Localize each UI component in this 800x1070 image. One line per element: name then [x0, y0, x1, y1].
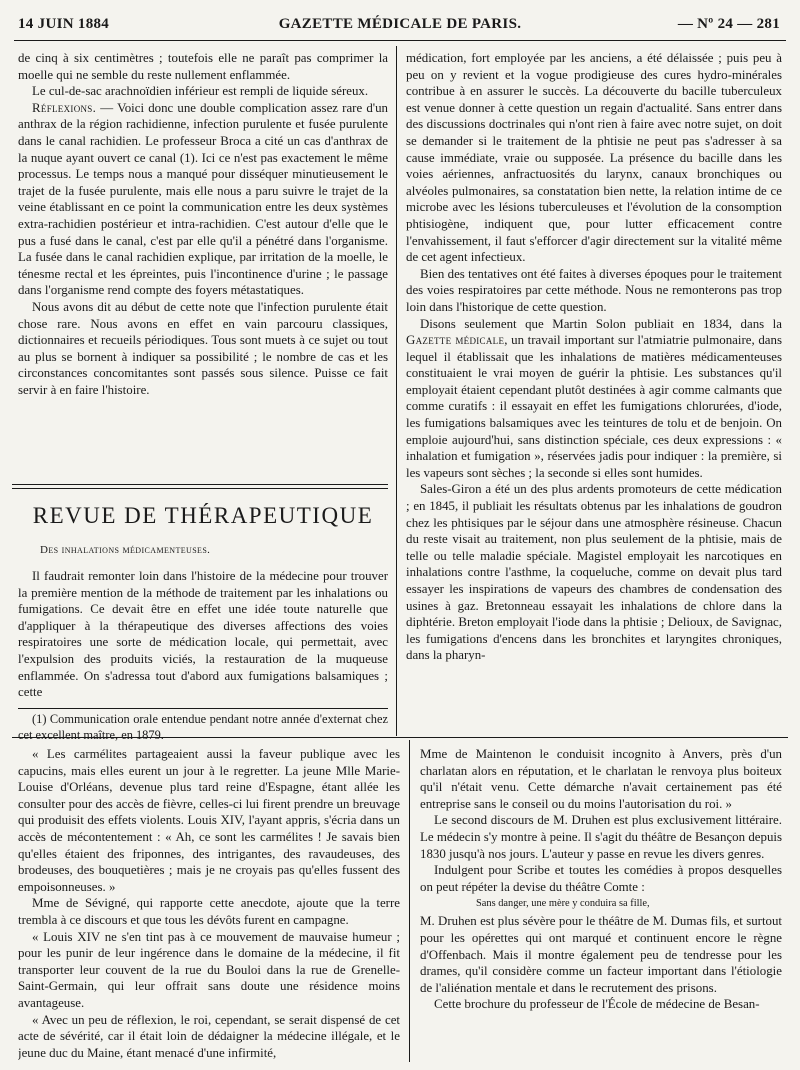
paragraph: Indulgent pour Scribe et toutes les comédies à propos desquelles on peut répéter la devise du théâtre Comte : [420, 863, 782, 894]
footnote-text: (1) Communication orale entendue pendant notre année d'externat chez cet excellent maître, en 1879. [18, 712, 388, 742]
paragraph: « Les carmélites partageaient aussi la faveur publique avec les capucins, mais elles eurent un jour à le regretter. La jeune Mlle Marie-Louise d'Orléans, devenue plus tard reine d'Espagne, étant allée les consulter pour des accès de fièvre, celles-ci lui firent prendre un breuvage qui produisit des effets violents. Louis XIV, l'ayant appris, s'écria dans un accès de mécontentement : « Ah, ce sont les carmélites ! Je savais bien qu'elles étaient des friponnes, des intrigantes, des ravaudeuses, des brodeuses, des bouquetières ; mais je ne croyais pas qu'elles fussent des empoisonneuses. » [18, 747, 400, 894]
paragraph: de cinq à six centimètres ; toutefois elle ne paraît pas comprimer la moelle qui ne semble du reste nullement enflammée. [18, 51, 388, 82]
paragraph-lead: Réflexions. [32, 100, 97, 115]
paragraph: Mme de Sévigné, qui rapporte cette anecdote, ajoute que la terre trembla à ce discours et que tous les dévôts furent en campagne. [18, 896, 400, 927]
paragraph: Mme de Maintenon le conduisit incognito à Anvers, près d'un charlatan alors en réputation, et le charlatan le renvoya plus boiteux qu'il n'était venu. Cette démarche n'avait certainement pas été entreprise sans le conseil ou du moins l'autorisation du roi. » [420, 747, 782, 811]
revue-column [18, 568, 388, 700]
bottom-right-column [420, 746, 782, 1064]
paragraph: M. Druhen est plus sévère pour le théâtre de M. Dumas fils, et surtout pour les opérettes qui ont marqué et continuent encore le règne d'Offenbach. Mais il montre également peu de tendresse pour les drames, qu'il considère comme un facteur important dans l'étiologie de l'aliénation mentale et dans le recrutement des prisons. [420, 914, 782, 995]
section-separator [12, 484, 388, 489]
page-header [14, 10, 786, 41]
paragraph: « Avec un peu de réflexion, le roi, cependant, se serait dispensé de cet acte de sévérité, car il était loin de dédaigner la médecine illégale, et le jeune duc du Maine, étant menacé d'une infirmité, [18, 1012, 400, 1060]
journal-name: Gazette médicale [406, 333, 505, 348]
paragraph: Le second discours de M. Druhen est plus exclusivement littéraire. Le médecin s'y montre à peine. Il s'agit du théâtre de Besançon depuis 1830 jusqu'à nos jours. L'auteur y passe en revue les divers genres. [420, 813, 782, 861]
paragraph-text: Disons seulement que Martin Solon publiait en 1834, dans la [420, 316, 782, 331]
paragraph: Il faudrait remonter loin dans l'histoire de la médecine pour trouver la première mention de la méthode de traitement par les inhalations ou fumigations. Ce devait être en effet une idée toute naturelle que d'appliquer à la thérapeutique des diverses affections des voies respiratoires une sorte de médication locale, qui permettait, avec l'expulsion des produits viciés, la restauration de la muqueuse enflammée. On s'adressa tout d'abord aux fumigations balsamiques ; cette [18, 569, 388, 700]
header-date: 14 JUIN 1884 [18, 16, 110, 32]
bottom-left-column [18, 746, 400, 1064]
header-title: GAZETTE MÉDICALE DE PARIS. [278, 16, 522, 32]
column-divider-top [396, 46, 397, 736]
paragraph: Bien des tentatives ont été faites à diverses époques pour le traitement des voies respiratoires par cette méthode. Nous ne remonterons pas trop loin dans l'historique de cette question. [406, 266, 782, 314]
paragraph [406, 316, 782, 482]
footnote-rule [18, 708, 388, 709]
top-right-column [406, 50, 782, 732]
paragraph: « Louis XIV ne s'en tint pas à ce mouvement de mauvaise humeur ; pour les punir de leur ingérence dans le domaine de la médecine, il fit transporter leur couvent de la rue du Bouloi dans la rue de Grenelle-Saint-Germain, qui leur offrait sans doute une résidence moins avantageuse. [18, 929, 400, 1010]
horizontal-separator [12, 737, 788, 738]
paragraph: Le cul-de-sac arachnoïdien inférieur est rempli de liquide séreux. [32, 84, 369, 99]
paragraph [18, 100, 388, 299]
paragraph: Nous avons dit au début de cette note que l'infection purulente était chose rare. Nous avons en effet en vain parcouru classiques, dictionnaires et recueils périodiques. Tous sont muets à ce sujet ou tout au plus se bornent à indiquer sa possibilité ; le nombre de cas et les circonstances concomitantes sont passés sous silence. Puisse ce fait servir à en faire l'histoire. [18, 299, 388, 397]
paragraph: médication, fort employée par les anciens, a été délaissée ; puis peu à peu on y revient et la vogue prodigieuse des cures hydro-minérales contribue à en assurer le succès. La découverte du bacille tuberculeux est venue donner à cette question un regain d'actualité. Sans entrer dans des discussions doctrinales qui n'ont rien à faire avec notre sujet, on doit se demander si le traitement de la phtisie ne peut pas s'adresser à sa cause immédiate, vraie ou supposée. La présence du bacille dans les voies aériennes, anfractuosités du larynx, canaux bronchiques ou alvéoles pulmonaires, sa constatation bien nette, la relation intime de ce microbe avec les lésions tuberculeuses et l'évolution de la consomption phtisiogène, indiquent que, pour lutter efficacement contre l'envahissement, il faut s'efforcer d'agir directement sur la vitalité même de cet agent infectieux. [406, 51, 782, 265]
paragraph: Cette brochure du professeur de l'École de médecine de Besan- [434, 997, 760, 1012]
section-title: REVUE DE THÉRAPEUTIQUE [32, 503, 374, 528]
column-divider-bottom [409, 740, 410, 1062]
paragraph: Sales-Giron a été un des plus ardents promoteurs de cette médication ; en 1845, il publiait les résultats obtenus par les inhalations de goudron chez les phtisiques par le séjour dans une atmosphère résineuse. Chacun du reste visait au traitement, non plus seulement de la phtisie, mais de telle ou telle maladie spéciale. Magistel employait les narcotiques en inhalations contre l'asthme, la coqueluche, comme on devait plus tard essayer les inspirations de vapeurs des chambres de condensation des usines à gaz. Bretonneau essayait les inhalations de chlore dans la diphtérie. Breton employait l'iode dans la phtisie ; Delioux, de Savignac, les fumigations d'encens dans les bronchites et laryngites chroniques, dans la pharyn- [406, 482, 782, 663]
paragraph-text: , un travail important sur l'atmiatrie pulmonaire, dans lequel il établissait que les inhalations de matières médicamenteuses constituaient le vrai moyen de guérir la phtisie. Les substances qu'il employait étaient cependant plutôt destinées à agir comme calmants que comme curatifs : il essayait en effet les fumigations chlorurées, d'iode, les fumigations balsamiques avec les teintures de tolu et de benjoin. On emploie aujourd'hui, sans distinction spéciale, ces deux expressions : « inhalation et fumigation », réservées jadis pour indiquer : la première, si les vapeurs sont sèches ; la seconde si elles sont humides. [406, 333, 782, 480]
verse-quote: Sans danger, une mère y conduira sa fille, [476, 898, 650, 910]
paragraph-text: — Voici donc une double complication assez rare d'un anthrax de la région rachidienne, infection purulente et fusée purulente dans le canal rachidien. Le professeur Broca a cité un cas d'anthrax de la nuque ayant ouvert ce canal (1). Ici ce n'est pas exactement le même processus. Le temps nous a manqué pour disséquer minutieusement le trajet de la fusée purulente, mais elle nous a paru suivre le trajet de la veine établissant en ce point la communication entre les deux systèmes extra-rachidien postérieur et intra-rachidien. C'est autour d'elle que le pus a fusé dans le canal, c'est par elle qu'il a pénétré dans l'organisme. La fusée dans le canal rachidien explique, par irritation de la moelle, le ténesme rectal et les épreintes, puis l'incontinence d'urine ; le passage dans l'organisme rend compte des foyers métastatiques. [18, 100, 388, 298]
section-subtitle: Des inhalations médicamenteuses. [40, 544, 211, 556]
footnote [18, 712, 388, 744]
top-left-column [18, 50, 388, 442]
header-issue-number: — Nº 24 — 281 [677, 16, 780, 32]
